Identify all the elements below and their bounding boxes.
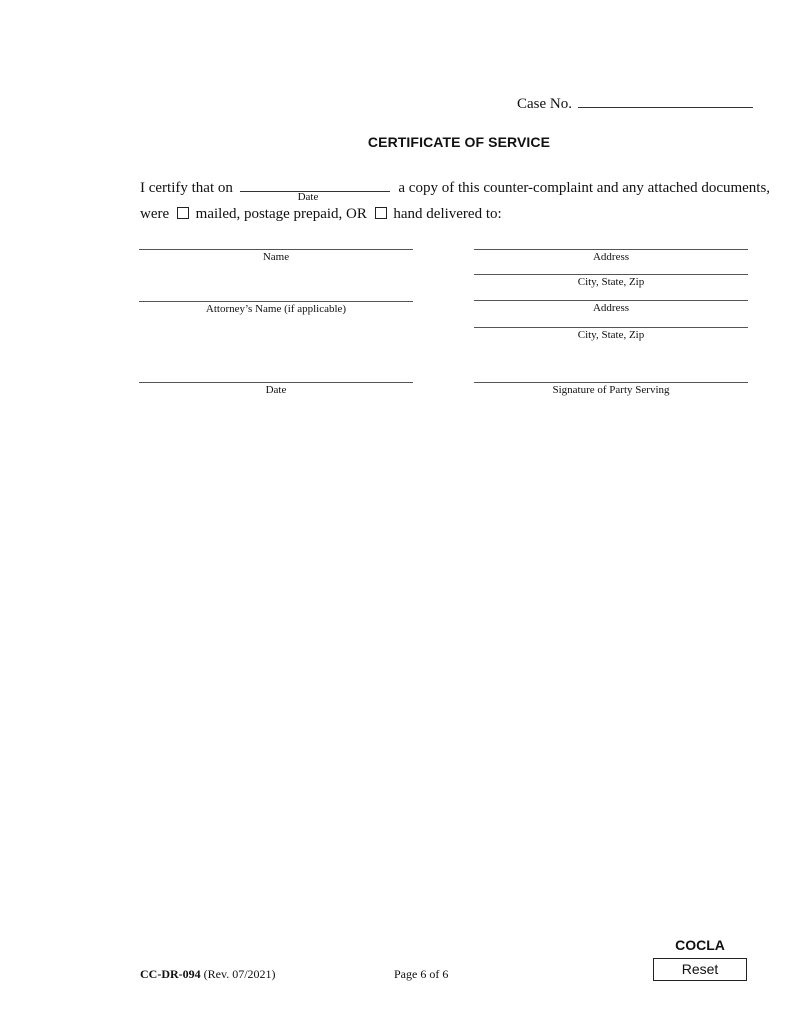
city-state-zip-field-1[interactable] (474, 274, 748, 288)
name-caption: Name (262, 251, 290, 263)
certify-text-end: a copy of this counter-complaint and any attached documents, (398, 180, 771, 196)
form-code: CC-DR-094 (140, 967, 201, 981)
case-number-row (517, 93, 753, 113)
address-caption-1: Address (592, 251, 630, 263)
attorney-name-caption: Attorney’s Name (if applicable) (205, 303, 347, 315)
were-text: were (140, 206, 170, 222)
address-caption-2: Address (592, 302, 630, 314)
hand-delivered-checkbox[interactable] (375, 207, 387, 219)
page-number: Page 6 of 6 (394, 967, 449, 981)
service-date-field[interactable] (240, 178, 390, 192)
case-number-field[interactable] (578, 93, 753, 108)
city-state-zip-caption-2: City, State, Zip (577, 329, 645, 341)
city-state-zip-field-2[interactable] (474, 327, 748, 341)
service-date-caption: Date (297, 191, 319, 203)
attorney-name-field[interactable] (139, 301, 413, 315)
mailed-checkbox[interactable] (177, 207, 189, 219)
certify-line-2 (140, 206, 502, 223)
address-field-2[interactable] (474, 300, 748, 314)
signature-field[interactable] (474, 382, 748, 396)
form-identifier (140, 967, 276, 982)
cocla-label: COCLA (675, 937, 725, 953)
case-number-label: Case No. (517, 96, 572, 112)
date-signed-caption: Date (265, 384, 287, 396)
city-state-zip-caption-1: City, State, Zip (577, 276, 645, 288)
date-signed-field[interactable] (139, 382, 413, 396)
name-field[interactable] (139, 249, 413, 263)
mailed-label: mailed, postage prepaid, OR (195, 206, 367, 222)
signature-caption: Signature of Party Serving (552, 384, 670, 396)
form-revision: (Rev. 07/2021) (203, 967, 276, 981)
hand-delivered-label: hand delivered to: (393, 206, 502, 222)
reset-button[interactable]: Reset (653, 958, 747, 981)
certify-text-start: I certify that on (140, 180, 233, 196)
address-field-1[interactable] (474, 249, 748, 263)
document-title: CERTIFICATE OF SERVICE (367, 134, 551, 150)
